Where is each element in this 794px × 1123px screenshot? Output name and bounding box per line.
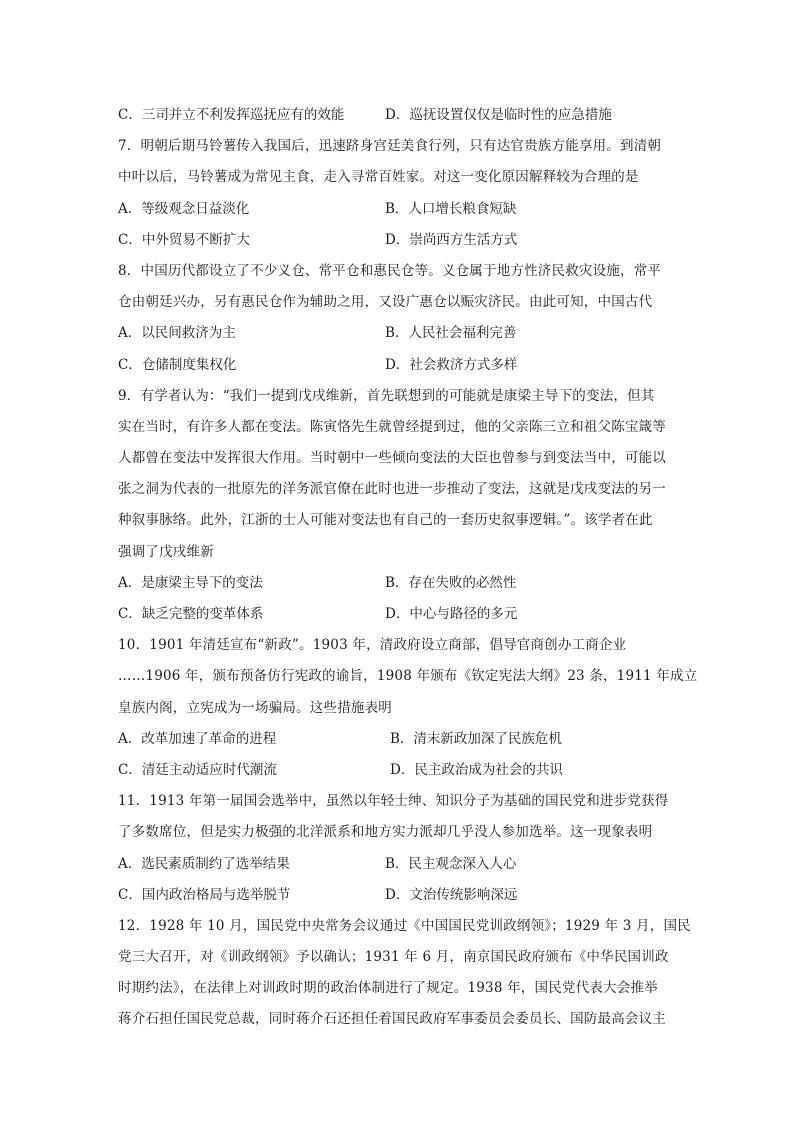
q11-stem-line-2: 了多数席位，但是实力极强的北洋派系和地方实力派却几乎没人参加选举。这一现象表明 <box>118 824 653 841</box>
q7-stem-line-1: 7．明朝后期马铃薯传入我国后，迅速跻身宫廷美食行列，只有达官贵族方能享用。到清朝 <box>118 138 662 155</box>
q11-options-ab <box>118 849 678 880</box>
q8-stem-line-1: 8．中国历代都设立了不少义仓、常平仓和惠民仓等。义仓属于地方性济民救灾设施，常平 <box>118 262 662 279</box>
q8-option-c[interactable]: C．仓储制度集权化 <box>118 356 237 373</box>
q7-option-a[interactable]: A．等级观念日益淡化 <box>118 200 250 217</box>
q7-option-b[interactable]: B．人口增长粮食短缺 <box>385 200 517 217</box>
q7-options-ab <box>118 194 678 225</box>
q7-options-cd <box>118 225 678 256</box>
q10-stem-line-3: 皇族内阁，立宪成为一场骗局。这些措施表明 <box>118 699 392 716</box>
q9-option-d[interactable]: D．中心与路径的多元 <box>385 606 518 622</box>
q8-option-d[interactable]: D．社会救济方式多样 <box>385 356 518 373</box>
q6-option-c[interactable]: C．三司并立不利发挥巡抚应有的效能 <box>118 107 345 123</box>
q11-option-b[interactable]: B．民主观念深入人心 <box>385 855 517 872</box>
q9-stem-line-4: 张之洞为代表的一批原先的洋务派官僚在此时也进一步推动了变法，这就是戊戌变法的另一 <box>118 481 666 498</box>
q11-option-d[interactable]: D．文治传统影响深远 <box>385 886 518 903</box>
q9-stem-line-6: 强调了戊戌维新 <box>118 543 214 560</box>
q11-stem-line-1: 11．1913 年第一届国会选举中，虽然以年轻士绅、知识分子为基础的国民党和进步党获得 <box>118 793 669 810</box>
q12-stem-line-4: 蒋介石担任国民党总裁，同时蒋介石还担任着国民政府军事委员会委员长、国防最高会议主 <box>118 1011 666 1028</box>
q10-option-a[interactable]: A．改革加速了革命的进程 <box>118 730 277 747</box>
q12-stem-line-3: 时期约法》，在法律上对训政时期的政治体制进行了规定。1938 年，国民党代表大会推举 <box>118 980 658 997</box>
q11-option-c[interactable]: C．国内政治格局与选举脱节 <box>118 886 291 903</box>
q10-option-d[interactable]: D．民主政治成为社会的共识 <box>390 761 563 778</box>
q9-stem-line-1: 9．有学者认为：“我们一提到戊戌维新，首先联想到的可能就是康梁主导下的变法，但其 <box>118 387 655 404</box>
q8-options-cd <box>118 350 678 381</box>
q8-options-ab <box>118 318 678 349</box>
q11-option-a[interactable]: A．选民素质制约了选举结果 <box>118 855 290 872</box>
q8-option-a[interactable]: A．以民间救济为主 <box>118 325 236 342</box>
q10-option-c[interactable]: C．清廷主动适应时代潮流 <box>118 761 277 778</box>
q9-option-b[interactable]: B．存在失败的必然性 <box>385 574 517 591</box>
q9-option-c[interactable]: C．缺乏完整的变革体系 <box>118 606 264 622</box>
q9-stem-line-3: 人都曾在变法中发挥很大作用。当时朝中一些倾向变法的大臣也曾参与到变法当中，可能以 <box>118 450 666 467</box>
q7-option-d[interactable]: D．崇尚西方生活方式 <box>385 231 518 248</box>
q10-options-cd <box>118 755 678 786</box>
q8-stem-line-2: 仓由朝廷兴办，另有惠民仓作为辅助之用，又设广惠仓以赈灾济民。由此可知，中国古代 <box>118 294 653 311</box>
q12-stem-line-2: 党三大召开，对《训政纲领》予以确认；1931 年 6 月，南京国民政府颁布《中华民国训政 <box>118 949 669 966</box>
q12-stem-line-1: 12．1928 年 10 月，国民党中央常务会议通过《中国国民党训政纲领》；1929 年 3 月，国民 <box>118 917 691 934</box>
q7-stem-line-2: 中叶以后，马铃薯成为常见主食，走入寻常百姓家。对这一变化原因解释较为合理的是 <box>118 169 639 186</box>
q6-option-d[interactable]: D．巡抚设置仅仅是临时性的应急措施 <box>385 107 612 123</box>
q10-stem-line-2: ……1906 年，颁布预备仿行宪政的谕旨，1908 年颁布《钦定宪法大纲》23 条，1911 年成立 <box>118 668 698 685</box>
q9-stem-line-2: 实在当时，有许多人都在变法。陈寅恪先生就曾经提到过，他的父亲陈三立和祖父陈宝箴等 <box>118 418 666 435</box>
q9-options-ab <box>118 568 678 599</box>
q10-options-ab <box>118 724 678 755</box>
q9-stem-line-5: 种叙事脉络。此外，江浙的士人可能对变法也有自己的一套历史叙事逻辑。”。该学者在此 <box>118 512 653 529</box>
q8-option-b[interactable]: B．人民社会福利完善 <box>385 325 517 342</box>
q9-options-cd <box>118 599 678 630</box>
q9-option-a[interactable]: A．是康梁主导下的变法 <box>118 574 263 591</box>
q10-option-b[interactable]: B．清末新政加深了民族危机 <box>390 730 562 747</box>
q6-options-cd <box>118 100 678 131</box>
q7-option-c[interactable]: C．中外贸易不断扩大 <box>118 231 250 248</box>
q10-stem-line-1: 10．1901 年清廷宣布“新政”。1903 年，清政府设立商部，倡导官商创办工商企业 <box>118 637 627 654</box>
q11-options-cd <box>118 880 678 911</box>
exam-page <box>118 100 698 1036</box>
